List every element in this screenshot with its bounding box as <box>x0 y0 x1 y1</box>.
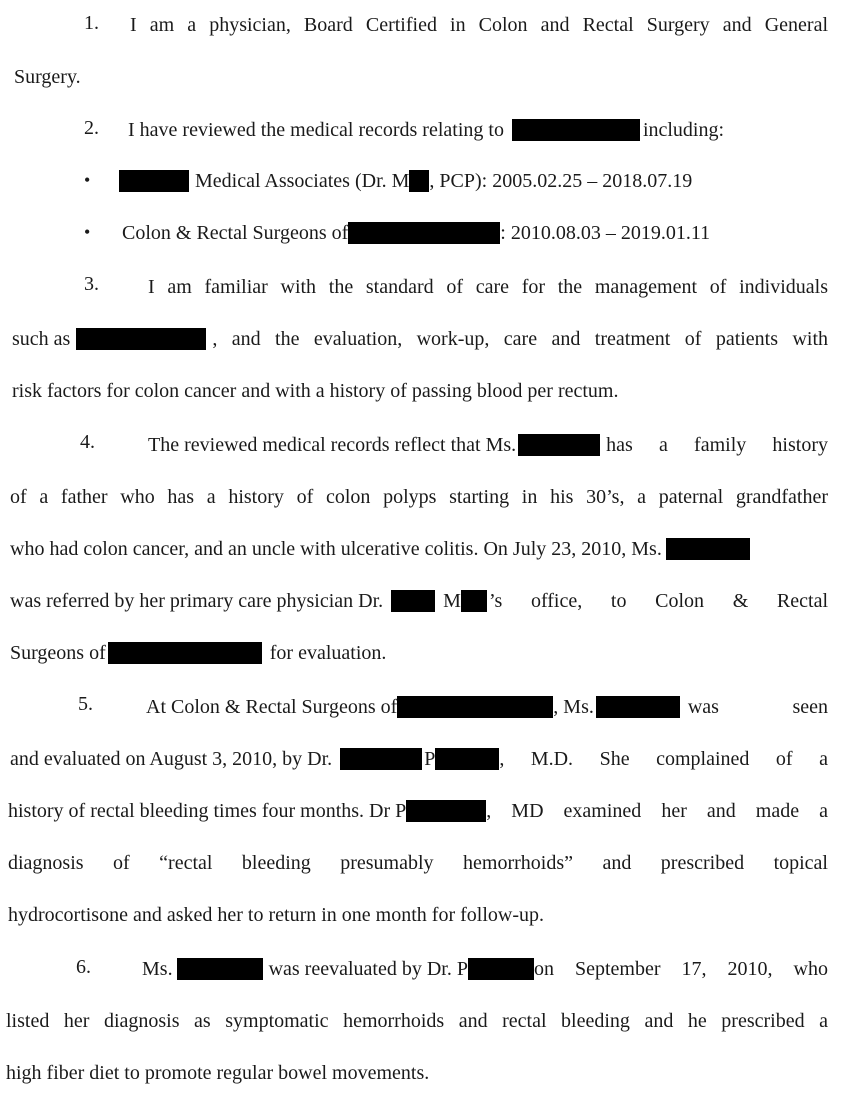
paragraph-5-line-1: At Colon & Rectal Surgeons of , Ms. was seen <box>146 696 828 718</box>
redaction-box <box>406 800 486 822</box>
redaction-box <box>461 590 487 612</box>
paragraph-number: 2. <box>84 117 99 139</box>
paragraph-4-line-1: The reviewed medical records reflect that Ms. has a family history <box>148 434 828 456</box>
paragraph-5-line-2: and evaluated on August 3, 2010, by Dr. P , M.D. She complained of a <box>10 748 828 770</box>
redaction-box <box>409 170 429 192</box>
paragraph-1-line-2: Surgery. <box>14 66 81 88</box>
paragraph-4-line-4: was referred by her primary care physician Dr. M ’s office, to Colon & Rectal <box>10 590 828 612</box>
paragraph-5-line-3: history of rectal bleeding times four months. Dr P , MD examined her and made a <box>8 800 828 822</box>
redaction-box <box>397 696 553 718</box>
redaction-box <box>177 958 263 980</box>
paragraph-6-line-2: listed her diagnosis as symptomatic hemorrhoids and rectal bleeding and he prescribed a <box>6 1010 828 1032</box>
redaction-box <box>119 170 189 192</box>
paragraph-number: 6. <box>76 956 91 978</box>
redaction-box <box>512 119 640 141</box>
redaction-box <box>666 538 750 560</box>
paragraph-3-line-2: such as , and the evaluation, work-up, care and treatment of patients with <box>12 328 828 350</box>
paragraph-5-line-4: diagnosis of “rectal bleeding presumably hemorrhoids” and prescribed topical <box>8 852 828 874</box>
paragraph-1-line-1: I am a physician, Board Certified in Colon and Rectal Surgery and General <box>130 14 828 36</box>
bullet-item-2: Colon & Rectal Surgeons of : 2010.08.03 – 2019.01.11 <box>122 222 711 244</box>
paragraph-2-line-1: I have reviewed the medical records relating to including: <box>128 119 725 141</box>
redaction-box <box>468 958 534 980</box>
paragraph-6-line-1: Ms. was reevaluated by Dr. P on September 17, 2010, who <box>142 958 828 980</box>
redaction-box <box>76 328 206 350</box>
redaction-box <box>391 590 435 612</box>
redaction-box <box>340 748 422 770</box>
redaction-box <box>348 222 500 244</box>
redaction-box <box>108 642 262 664</box>
paragraph-4-line-3: who had colon cancer, and an uncle with ulcerative colitis. On July 23, 2010, Ms. <box>10 536 828 562</box>
paragraph-number: 5. <box>78 693 93 715</box>
bullet-item-1: Medical Associates (Dr. M , PCP): 2005.02.25 – 2018.07.19 <box>119 168 692 194</box>
redaction-box <box>435 748 499 770</box>
paragraph-3-line-1: I am familiar with the standard of care for the management of individuals <box>148 276 828 298</box>
paragraph-6-line-3: high fiber diet to promote regular bowel movements. <box>6 1062 430 1084</box>
paragraph-4-line-2: of a father who has a history of colon polyps starting in his 30’s, a paternal grandfather <box>10 486 828 508</box>
paragraph-number: 3. <box>84 273 99 295</box>
bullet-icon: • <box>84 170 91 190</box>
bullet-icon: • <box>84 222 91 242</box>
paragraph-4-line-5: Surgeons of for evaluation. <box>10 642 387 664</box>
redaction-box <box>596 696 680 718</box>
paragraph-3-line-3: risk factors for colon cancer and with a history of passing blood per rectum. <box>12 380 619 402</box>
paragraph-5-line-5: hydrocortisone and asked her to return in one month for follow-up. <box>8 904 544 926</box>
paragraph-number: 4. <box>80 431 95 453</box>
paragraph-number: 1. <box>84 12 99 34</box>
redaction-box <box>518 434 600 456</box>
